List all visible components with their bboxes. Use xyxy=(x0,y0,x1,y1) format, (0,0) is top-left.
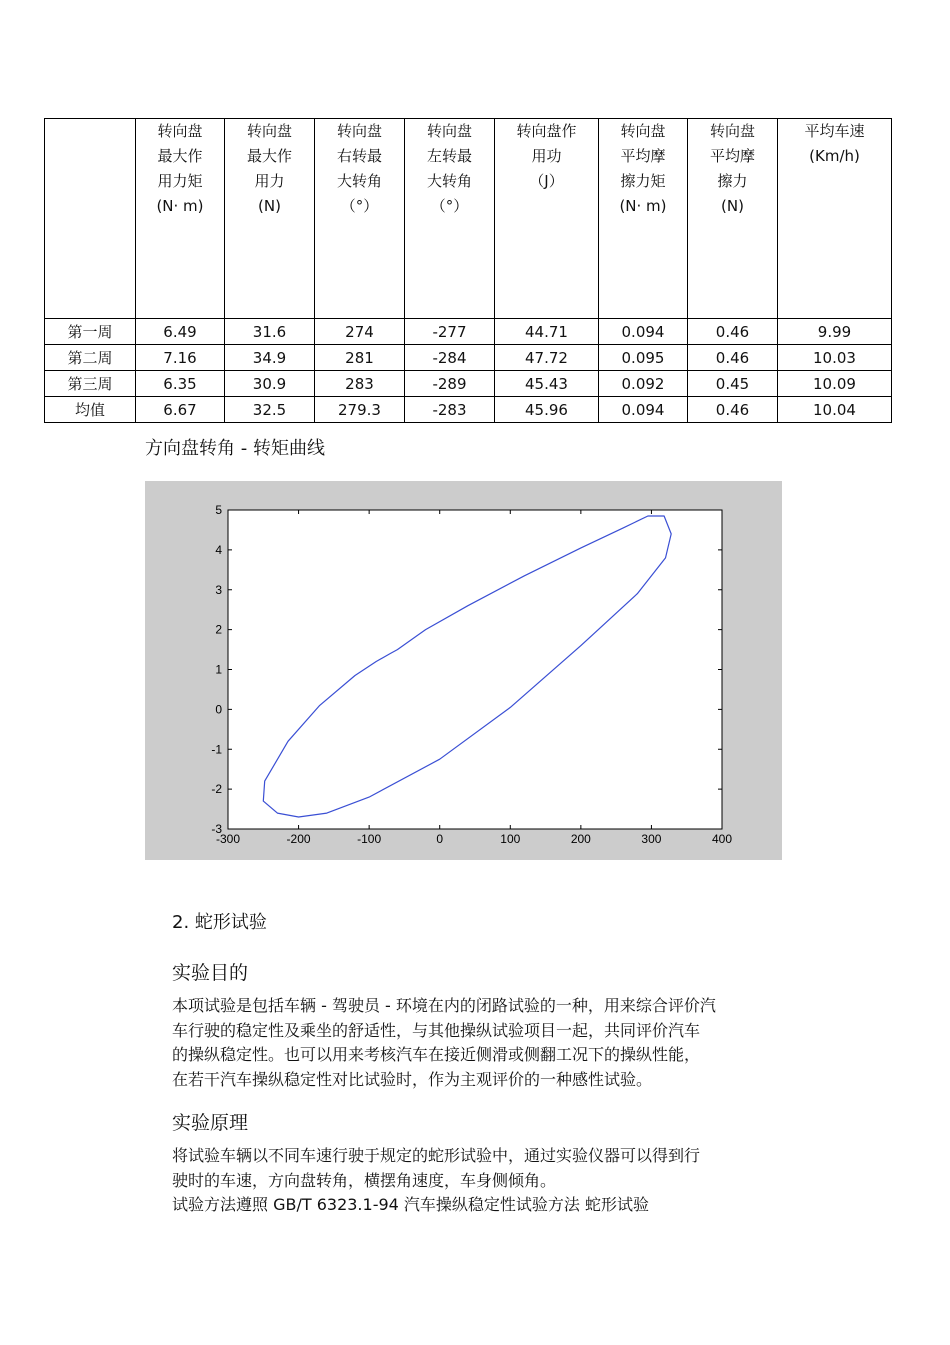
table-cell: 6.35 xyxy=(136,371,225,397)
header-cell: 转向盘 左转最 大转角 （°） xyxy=(405,119,495,319)
table-cell: 0.46 xyxy=(688,319,778,345)
paragraph-line: 将试验车辆以不同车速行驶于规定的蛇形试验中，通过实验仪器可以得到行 xyxy=(172,1146,701,1165)
table-cell: 34.9 xyxy=(225,345,315,371)
purpose-paragraph xyxy=(172,994,792,1092)
table-cell: 47.72 xyxy=(495,345,599,371)
table-cell: 279.3 xyxy=(315,397,405,423)
header-cell: 转向盘 平均摩 擦力 (N) xyxy=(688,119,778,319)
table-row xyxy=(45,345,892,371)
x-tick-label: 300 xyxy=(641,832,662,846)
x-tick-label: 100 xyxy=(500,832,521,846)
angle-torque-chart xyxy=(145,481,782,860)
table-header-row xyxy=(45,119,892,319)
principle-title: 实验原理 xyxy=(172,1112,249,1134)
angle-torque-figure xyxy=(145,481,782,860)
y-tick-label: 2 xyxy=(215,622,222,637)
table-cell: 7.16 xyxy=(136,345,225,371)
paragraph-line: 的操纵稳定性。也可以用来考核汽车在接近侧滑或侧翻工况下的操纵性能， xyxy=(172,1045,701,1064)
x-tick-label: -200 xyxy=(286,832,311,846)
row-label: 第一周 xyxy=(45,319,136,345)
table-cell: 45.96 xyxy=(495,397,599,423)
table-cell: 0.095 xyxy=(599,345,688,371)
table-cell: 0.092 xyxy=(599,371,688,397)
paragraph-line: 驶时的车速，方向盘转角，横摆角速度，车身侧倾角。 xyxy=(172,1170,557,1190)
paragraph-line: 试验方法遵照 GB/T 6323.1-94 汽车操纵稳定性试验方法 蛇形试验 xyxy=(172,1195,650,1214)
x-tick-label: -100 xyxy=(357,832,382,846)
table-cell: 283 xyxy=(315,371,405,397)
table-cell: 6.67 xyxy=(136,397,225,423)
table-cell: 9.99 xyxy=(778,319,892,345)
table-row xyxy=(45,371,892,397)
steering-test-table xyxy=(44,118,892,423)
x-tick-label: 200 xyxy=(570,832,591,846)
table-cell: -283 xyxy=(405,397,495,423)
table-cell: -289 xyxy=(405,371,495,397)
table-cell: 0.094 xyxy=(599,397,688,423)
table-cell: -284 xyxy=(405,345,495,371)
figure-caption: 方向盘转角 - 转矩曲线 xyxy=(145,438,325,459)
x-tick-label: 0 xyxy=(436,832,444,846)
table-cell: 32.5 xyxy=(225,397,315,423)
paragraph-line: 车行驶的稳定性及乘坐的舒适性，与其他操纵试验项目一起，共同评价汽车 xyxy=(172,1020,701,1040)
plot-area xyxy=(228,510,722,829)
table-row xyxy=(45,319,892,345)
table-cell: 0.094 xyxy=(599,319,688,345)
y-tick-label: 4 xyxy=(215,542,222,557)
y-tick-label: -1 xyxy=(211,742,222,757)
y-tick-label: 0 xyxy=(215,702,222,717)
table-cell: 281 xyxy=(315,345,405,371)
table-cell: 10.04 xyxy=(778,397,892,423)
section-heading: 2. 蛇形试验 xyxy=(172,912,267,933)
row-label: 均值 xyxy=(45,397,136,423)
table-cell: 0.46 xyxy=(688,345,778,371)
table-cell: -277 xyxy=(405,319,495,345)
x-tick-label: 400 xyxy=(711,832,733,846)
table-cell: 10.09 xyxy=(778,371,892,397)
y-tick-label: 5 xyxy=(215,503,222,517)
y-tick-label: 1 xyxy=(215,662,222,677)
table-cell: 0.45 xyxy=(688,371,778,397)
table-cell: 30.9 xyxy=(225,371,315,397)
table-cell: 31.6 xyxy=(225,319,315,345)
header-cell: 转向盘 右转最 大转角 （°） xyxy=(315,119,405,319)
y-tick-label: -2 xyxy=(211,782,222,797)
table-cell: 0.46 xyxy=(688,397,778,423)
table-cell: 6.49 xyxy=(136,319,225,345)
header-cell: 转向盘 最大作 用力 (N) xyxy=(225,119,315,319)
header-cell: 平均车速 (Km/h) xyxy=(778,119,892,319)
header-cell: 转向盘 平均摩 擦力矩 (N· m) xyxy=(599,119,688,319)
table-row xyxy=(45,397,892,423)
y-tick-label: 3 xyxy=(215,582,222,597)
paragraph-line: 在若干汽车操纵稳定性对比试验时，作为主观评价的一种感性试验。 xyxy=(172,1069,653,1089)
row-label: 第三周 xyxy=(45,371,136,397)
purpose-title: 实验目的 xyxy=(172,962,249,984)
principle-paragraph xyxy=(172,1144,792,1218)
header-cell-empty xyxy=(45,119,136,319)
table-cell: 274 xyxy=(315,319,405,345)
table-cell: 45.43 xyxy=(495,371,599,397)
header-cell: 转向盘 最大作 用力矩 (N· m) xyxy=(136,119,225,319)
y-tick-label: -3 xyxy=(211,822,222,836)
row-label: 第二周 xyxy=(45,345,136,371)
table-cell: 10.03 xyxy=(778,345,892,371)
header-cell: 转向盘作 用功 （J） xyxy=(495,119,599,319)
paragraph-line: 本项试验是包括车辆 - 驾驶员 - 环境在内的闭路试验的一种，用来综合评价汽 xyxy=(172,996,716,1015)
table-cell: 44.71 xyxy=(495,319,599,345)
x-tick-label: -300 xyxy=(215,832,241,846)
